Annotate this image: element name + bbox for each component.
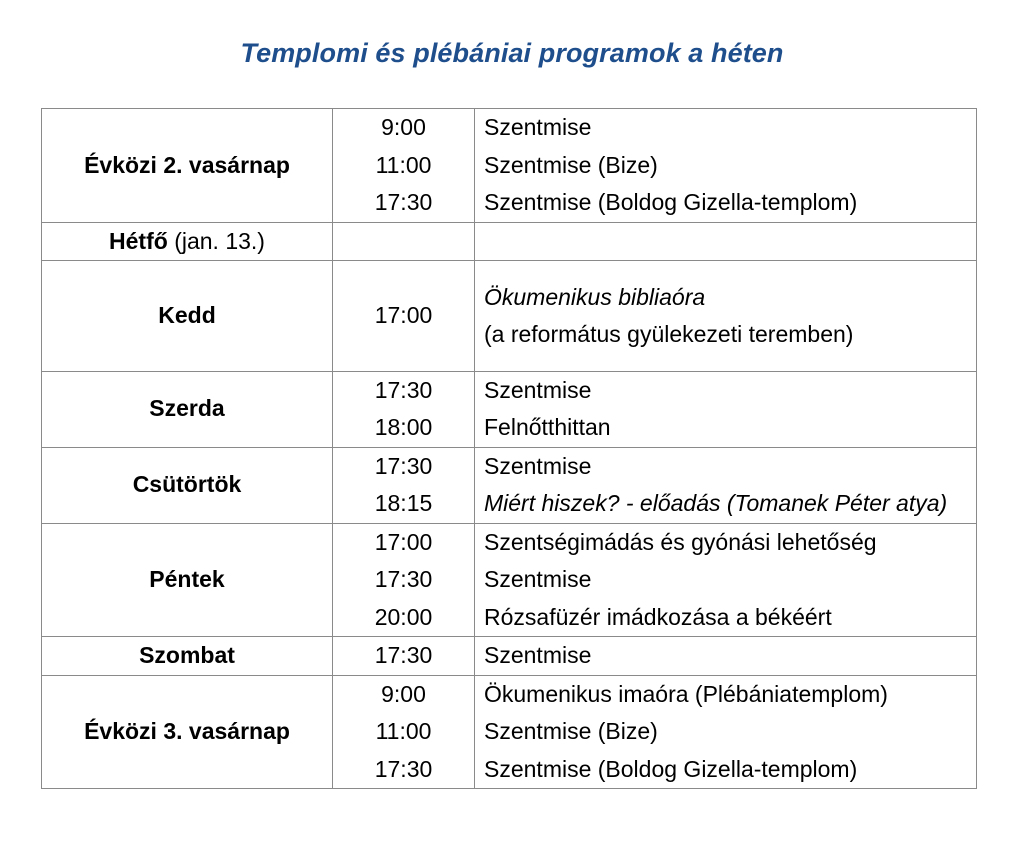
day-label: Hétfő <box>109 227 168 254</box>
time-value: 20:00 <box>374 603 433 630</box>
time-cell <box>333 637 475 676</box>
table-row <box>42 222 977 260</box>
event-text: (a református gyülekezeti teremben) <box>484 320 854 347</box>
time-cell <box>333 222 475 260</box>
event-text: Ökumenikus bibliaóra <box>484 283 706 310</box>
event-text: Szentmise <box>484 642 592 668</box>
page-title: Templomi és plébániai programok a héten <box>240 38 784 68</box>
day-label: Péntek <box>149 566 225 592</box>
table-row <box>42 109 977 223</box>
schedule-table <box>41 108 977 789</box>
event-text: Miért hiszek? - előadás (Tomanek Péter atya) <box>484 490 948 516</box>
time-value: 17:30 <box>374 376 433 403</box>
time-value: 17:00 <box>374 528 433 555</box>
day-label: Kedd <box>158 301 216 328</box>
event-text: Szentmise <box>484 114 592 140</box>
day-note: (jan. 13.) <box>167 227 265 254</box>
day-label: Évközi 2. vasárnap <box>84 151 290 178</box>
day-cell <box>42 109 333 223</box>
day-cell <box>42 675 333 789</box>
event-text: Szentségimádás és gyónási lehetőség <box>484 528 877 555</box>
time-value: 18:15 <box>374 490 433 516</box>
time-value: 11:00 <box>375 718 432 744</box>
time-value: 17:00 <box>374 301 433 328</box>
event-cell <box>475 222 977 260</box>
event-cell <box>475 371 977 447</box>
day-cell <box>42 637 333 676</box>
event-text: Szentmise (Boldog Gizella-templom) <box>484 189 858 215</box>
day-label: Csütörtök <box>132 471 242 498</box>
table-row <box>42 260 977 371</box>
time-value: 17:30 <box>374 189 433 215</box>
event-text: Ökumenikus imaóra (Plébániatemplom) <box>484 680 888 707</box>
event-cell <box>475 675 977 789</box>
time-cell <box>333 371 475 447</box>
event-text: Szentmise <box>484 376 592 403</box>
day-label: Szombat <box>139 642 235 668</box>
event-cell <box>475 637 977 676</box>
day-cell <box>42 222 333 260</box>
time-cell <box>333 523 475 637</box>
time-value: 17:30 <box>374 566 433 592</box>
time-cell <box>333 260 475 371</box>
table-row <box>42 371 977 447</box>
event-text: Szentmise <box>484 452 592 479</box>
day-cell <box>42 371 333 447</box>
day-label: Évközi 3. vasárnap <box>84 718 290 744</box>
time-value: 11:00 <box>375 151 432 178</box>
time-value: 17:30 <box>374 452 433 479</box>
event-text: Rózsafüzér imádkozása a békéért <box>484 603 832 630</box>
day-cell <box>42 447 333 523</box>
event-text: Felnőtthittan <box>484 414 611 440</box>
event-cell <box>475 260 977 371</box>
event-cell <box>475 523 977 637</box>
event-cell <box>475 109 977 223</box>
event-text: Szentmise <box>484 566 592 592</box>
day-cell <box>42 260 333 371</box>
event-text: Szentmise (Bize) <box>484 718 658 744</box>
day-label: Szerda <box>149 395 225 422</box>
time-value: 9:00 <box>381 114 426 140</box>
table-row <box>42 523 977 637</box>
time-value: 17:30 <box>374 755 433 782</box>
table-row <box>42 447 977 523</box>
time-value: 18:00 <box>374 414 433 440</box>
time-value: 17:30 <box>374 642 433 668</box>
time-value: 9:00 <box>381 680 426 707</box>
table-row <box>42 637 977 676</box>
time-cell <box>333 109 475 223</box>
event-text: Szentmise (Bize) <box>484 151 658 178</box>
table-row <box>42 675 977 789</box>
event-text: Szentmise (Boldog Gizella-templom) <box>484 755 858 782</box>
time-cell <box>333 447 475 523</box>
time-cell <box>333 675 475 789</box>
day-cell <box>42 523 333 637</box>
event-cell <box>475 447 977 523</box>
